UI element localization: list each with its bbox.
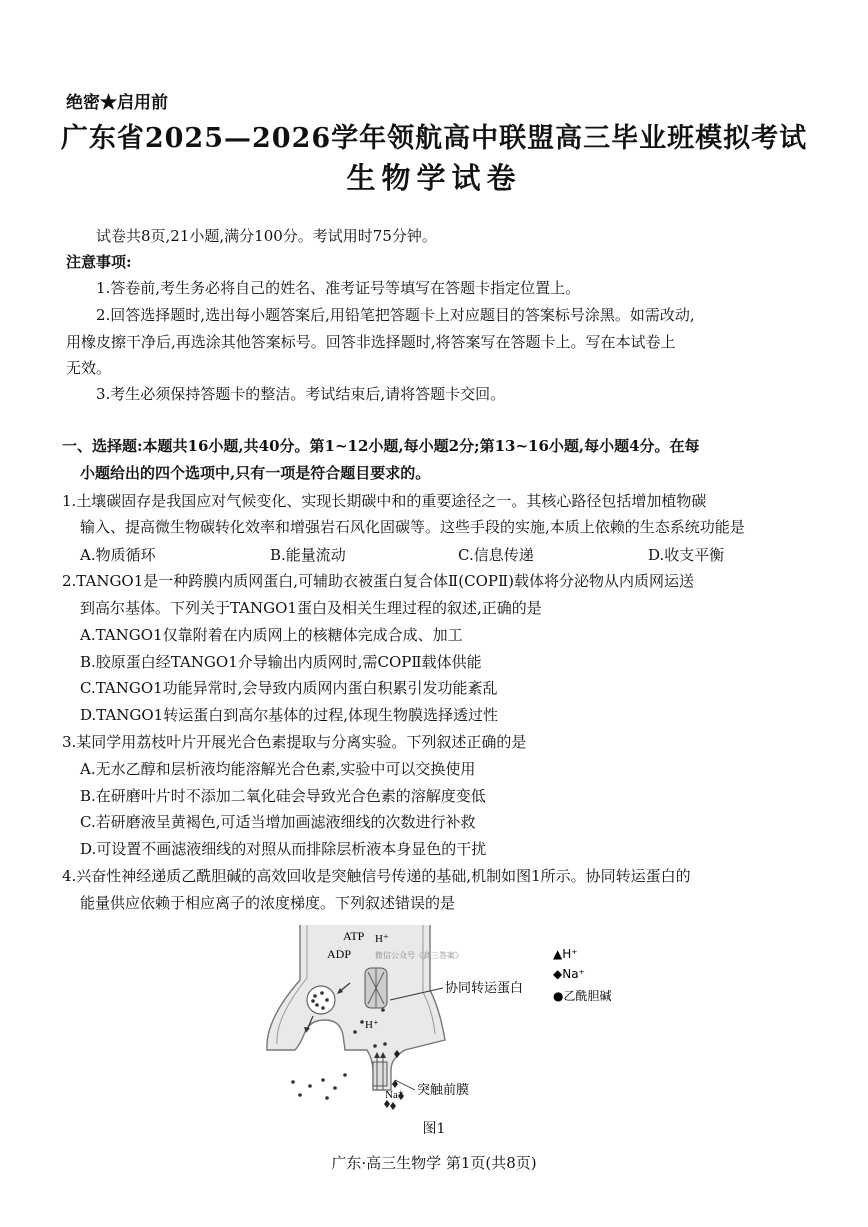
question-1-option-a: A.物质循环	[80, 546, 156, 564]
membrane-label: 突触前膜	[417, 1083, 470, 1098]
question-2-option-b: B.胶原蛋白经TANGO1介导输出内质网时,需COPⅡ载体供能	[80, 653, 482, 671]
note-item: 2.回答选择题时,选出每小题答案后,用铅笔把答题卡上对应题目的答案标号涂黑。如需改动,	[96, 306, 695, 324]
question-2-stem-cont: 到高尔基体。下列关于TANGO1蛋白及相关生理过程的叙述,正确的是	[80, 599, 542, 617]
figure-caption: 图1	[422, 1121, 446, 1137]
h-ion-label: H⁺	[375, 933, 389, 945]
question-3-option-d: D.可设置不画滤液细线的对照从而排除层析液本身显色的干扰	[80, 840, 487, 858]
question-3-option-c: C.若研磨液呈黄褐色,可适当增加画滤液细线的次数进行补救	[80, 813, 476, 831]
subject-title: 生物学试卷	[346, 161, 522, 195]
atp-label: ATP	[343, 929, 365, 943]
question-1-stem: 1.土壤碳固存是我国应对气候变化、实现长期碳中和的重要途径之一。其核心路径包括增加植物碳	[62, 492, 707, 510]
note-item: 用橡皮擦干净后,再选涂其他答案标号。回答非选择题时,将答案写在答题卡上。写在本试卷上	[66, 333, 676, 351]
h-ion-label: H⁺	[365, 1019, 379, 1031]
question-3-option-b: B.在研磨叶片时不添加二氧化硅会导致光合色素的溶解度变低	[80, 787, 486, 805]
note-item: 3.考生必须保持答题卡的整洁。考试结束后,请将答题卡交回。	[96, 385, 506, 403]
question-2-option-d: D.TANGO1转运蛋白到高尔基体的过程,体现生物膜选择透过性	[80, 706, 498, 724]
watermark-text: 微信公众号《高三答案》	[375, 951, 463, 960]
synapse-diagram	[255, 920, 635, 1110]
question-1-option-b: B.能量流动	[270, 546, 346, 564]
presynaptic-membrane	[267, 925, 445, 1090]
question-3-option-a: A.无水乙醇和层析液均能溶解光合色素,实验中可以交换使用	[80, 760, 476, 778]
page-footer: 广东·高三生物学 第1页(共8页)	[331, 1154, 537, 1172]
exam-intro: 试卷共8页,21小题,满分100分。考试用时75分钟。	[96, 227, 437, 245]
cotransporter-label: 协同转运蛋白	[445, 981, 524, 996]
question-1-stem-cont: 输入、提高微生物碳转化效率和增强岩石风化固碳等。这些手段的实施,本质上依赖的生态系统功能是	[80, 518, 745, 536]
question-1-option-c: C.信息传递	[458, 546, 534, 564]
note-item: 无效。	[66, 359, 112, 377]
legend-h-ion: ▲H⁺	[553, 947, 578, 961]
question-2-option-c: C.TANGO1功能异常时,会导致内质网内蛋白积累引发功能紊乱	[80, 679, 498, 697]
secret-label: 绝密★启用前	[66, 93, 168, 113]
section-heading-cont: 小题给出的四个选项中,只有一项是符合题目要求的。	[80, 464, 431, 482]
adp-label: ADP	[327, 947, 352, 961]
question-4-stem: 4.兴奋性神经递质乙酰胆碱的高效回收是突触信号传递的基础,机制如图1所示。协同转运蛋白的	[62, 867, 691, 885]
question-3-stem: 3.某同学用荔枝叶片开展光合色素提取与分离实验。下列叙述正确的是	[62, 733, 527, 751]
question-1-option-d: D.收支平衡	[648, 546, 725, 564]
section-heading: 一、选择题:本题共16小题,共40分。第1~12小题,每小题2分;第13~16小题,每小题4分。在每	[62, 437, 700, 455]
question-2-option-a: A.TANGO1仅靠附着在内质网上的核糖体完成合成、加工	[80, 626, 463, 644]
notes-heading: 注意事项:	[66, 253, 132, 271]
vesicle	[307, 986, 335, 1014]
na-ion-label: Na⁺	[385, 1089, 404, 1101]
vesicular-transporter-icon	[365, 968, 387, 1008]
legend-na-ion: ◆Na⁺	[553, 967, 585, 981]
legend-acetylcholine: ●乙酰胆碱	[553, 989, 612, 1003]
question-2-stem: 2.TANGO1是一种跨膜内质网蛋白,可辅助衣被蛋白复合体Ⅱ(COPⅡ)载体将分泌物从内质网运送	[62, 572, 695, 590]
note-item: 1.答卷前,考生务必将自己的姓名、准考证号等填写在答题卡指定位置上。	[96, 279, 581, 297]
question-4-stem-cont: 能量供应依赖于相应离子的浓度梯度。下列叙述错误的是	[80, 894, 456, 912]
exam-title: 广东省2025—2026学年领航高中联盟高三毕业班模拟考试	[60, 123, 808, 154]
